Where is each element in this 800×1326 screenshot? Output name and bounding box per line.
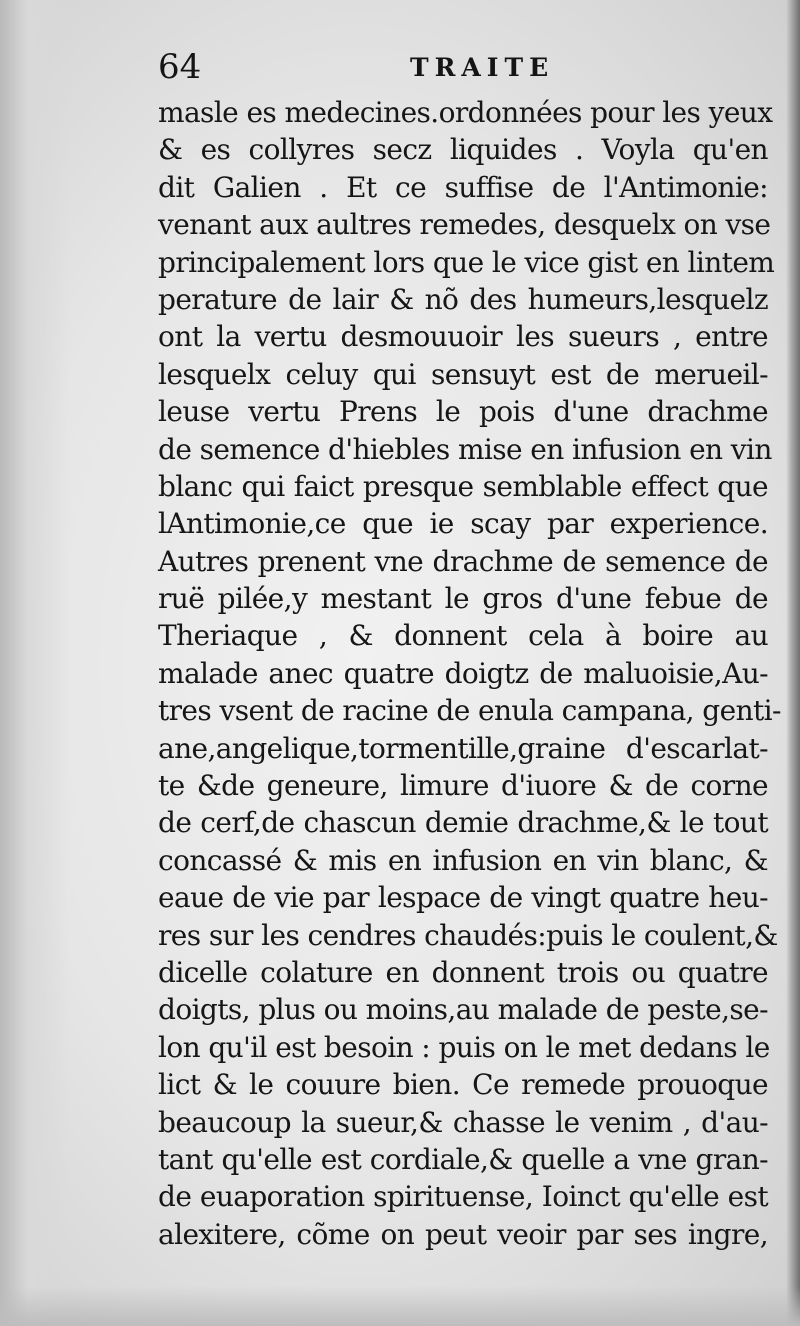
- running-title: TRAITE: [410, 53, 555, 82]
- body-text: [158, 94, 781, 1253]
- text-line: de cerf,de chascun demie drachme,& le tout: [158, 806, 768, 840]
- text-line: tant qu'elle est cordiale,& quelle a vne gran-: [158, 1142, 768, 1176]
- text-line: eaue de vie par lespace de vingt quatre heu-: [158, 881, 768, 915]
- text-line: & es collyres secz liquides . Voyla qu'en: [158, 133, 768, 167]
- text-line: lesquelx celuy qui sensuyt est de merueil-: [158, 357, 768, 391]
- text-line: beaucoup la sueur,& chasse le venim , d'au-: [158, 1105, 768, 1139]
- text-line: lon qu'il est besoin : puis on le met dedans le: [158, 1030, 770, 1064]
- text-line: Theriaque , & donnent cela à boire au: [158, 619, 768, 653]
- text-line: de euaporation spirituense, Ioinct qu'elle est: [158, 1180, 768, 1214]
- text-line: tres vsent de racine de enula campana, genti-: [158, 694, 781, 728]
- text-line: dit Galien . Et ce suffise de l'Antimonie:: [158, 170, 768, 204]
- text-line: ont la vertu desmouuoir les sueurs , entre: [158, 320, 768, 354]
- text-line: venant aux aultres remedes, desquelx on vse: [158, 208, 771, 242]
- page-edge-right: [786, 0, 800, 1326]
- text-line: lict & le couure bien. Ce remede prouoque: [158, 1068, 768, 1102]
- text-line: Autres prenent vne drachme de semence de: [158, 544, 768, 578]
- text-line: leuse vertu Prens le pois d'une drachme: [158, 395, 768, 429]
- text-line: lAntimonie,ce que ie scay par experience.: [158, 507, 768, 541]
- running-head: [158, 44, 778, 90]
- text-line: malade anec quatre doigtz de maluoisie,Au-: [158, 656, 768, 690]
- text-line: perature de lair & nõ des humeurs,lesquelz: [158, 282, 768, 316]
- text-line: doigts, plus ou moins,au malade de peste,se-: [158, 993, 768, 1027]
- page-number: 64: [158, 47, 202, 87]
- page-edge-bottom: [0, 1286, 800, 1326]
- text-line: alexitere, cõme on peut veoir par ses ingre,: [158, 1217, 768, 1251]
- text-line: blanc qui faict presque semblable effect que: [158, 469, 768, 503]
- text-line: res sur les cendres chaudés:puis le coulent,&: [158, 918, 778, 952]
- text-line: de semence d'hiebles mise en infusion en vin: [158, 432, 772, 466]
- text-line: masle es medecines.ordonnées pour les yeux: [158, 96, 773, 129]
- text-line: dicelle colature en donnent trois ou quatre: [158, 955, 768, 989]
- text-line: ane,angelique,tormentille,graine d'escarlat-: [158, 731, 768, 765]
- text-line: te &de geneure, limure d'iuore & de corne: [158, 769, 768, 803]
- text-line: concassé & mis en infusion en vin blanc, &: [158, 843, 768, 877]
- text-line: ruë pilée,y mestant le gros d'une febue de: [158, 582, 768, 616]
- text-line: principalement lors que le vice gist en lintem: [158, 245, 775, 279]
- gutter-shadow: [0, 0, 70, 1326]
